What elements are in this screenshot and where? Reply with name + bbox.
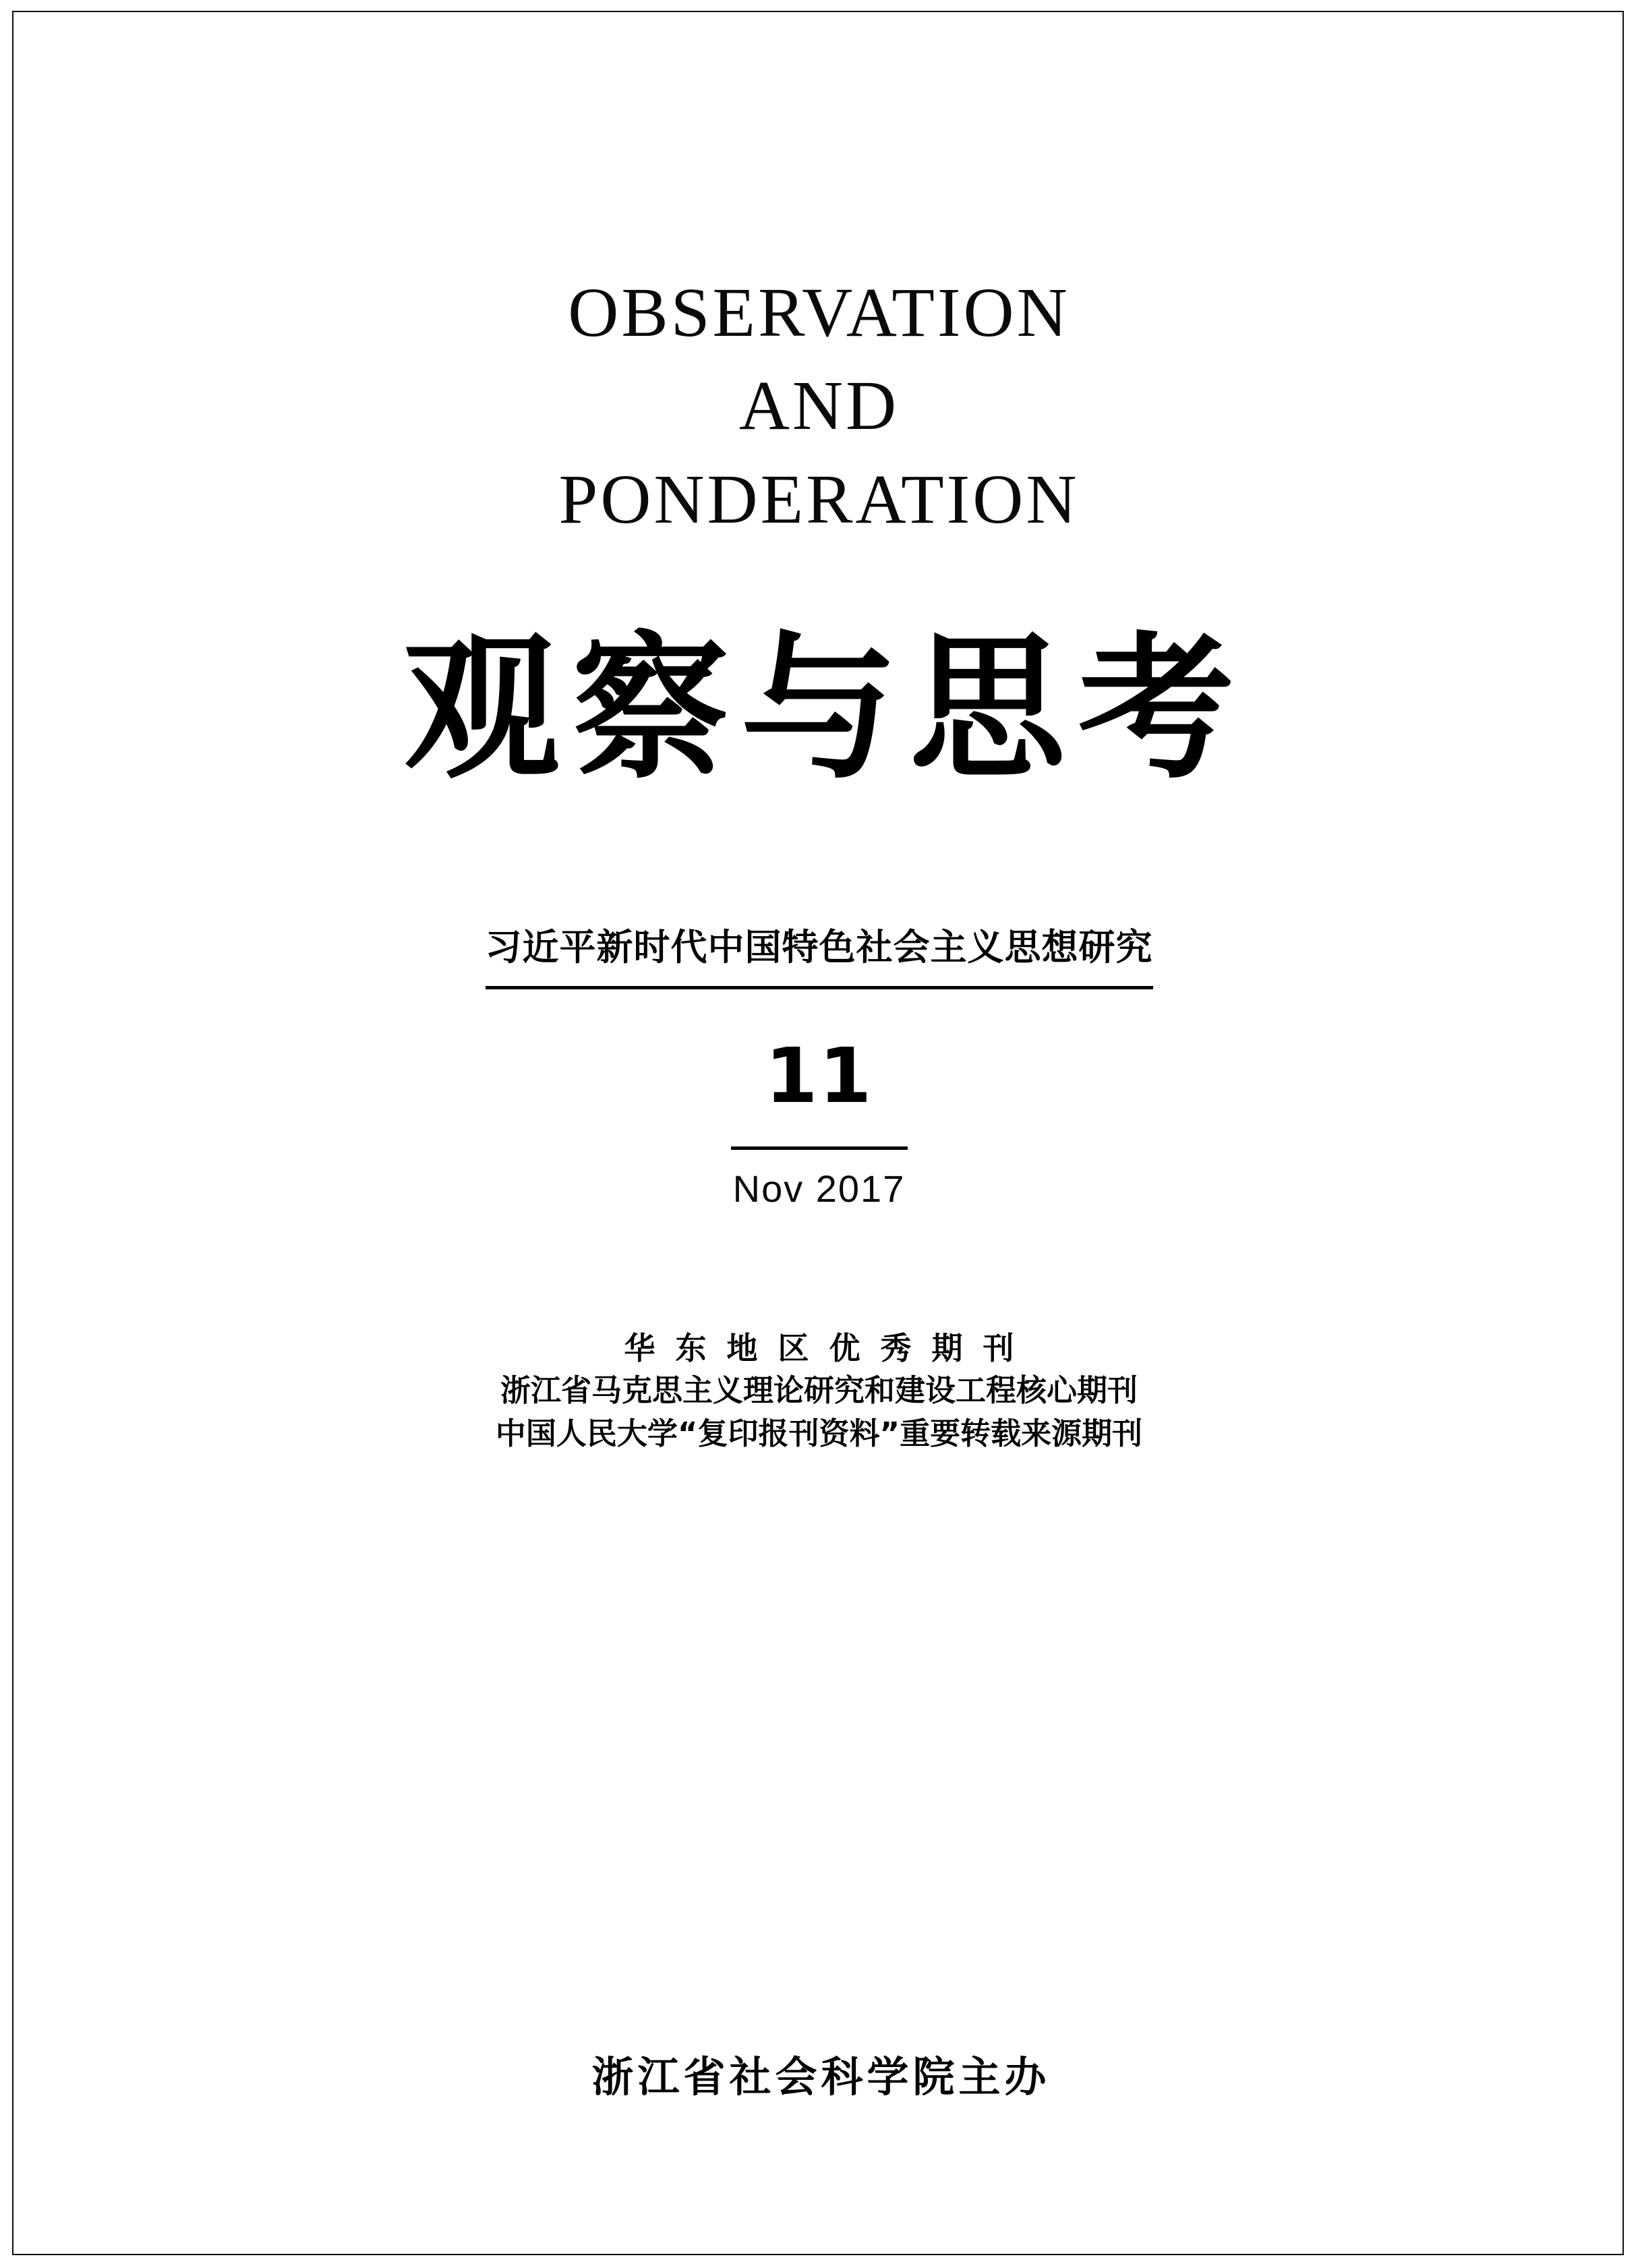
issue-date: Nov 2017 <box>732 1167 906 1210</box>
subtitle-text: 习近平新时代中国特色社会主义思想研究 <box>485 926 1153 968</box>
english-title <box>0 266 1638 546</box>
english-title-line-1: OBSERVATION <box>568 274 1070 351</box>
publisher-name: 浙江省社会科学院主办 <box>591 2052 1051 2101</box>
english-title-line-3: PONDERATION <box>558 460 1080 538</box>
honor-line-1: 华东地区优秀期刊 <box>624 1330 1034 1366</box>
honors-block <box>0 1327 1638 1455</box>
chinese-masthead-title: 观察与思考 <box>403 618 1247 800</box>
issue-number-rule <box>731 1146 908 1150</box>
honor-line-3: 中国人民大学“复印报刊资料”重要转载来源期刊 <box>495 1415 1143 1451</box>
honor-line-2: 浙江省马克思主义理论研究和建设工程核心期刊 <box>500 1372 1138 1409</box>
subtitle-block <box>0 927 1638 979</box>
english-title-line-2: AND <box>738 367 900 445</box>
subtitle-underline-rule <box>486 986 1153 989</box>
issue-number: 11 <box>765 1033 873 1120</box>
